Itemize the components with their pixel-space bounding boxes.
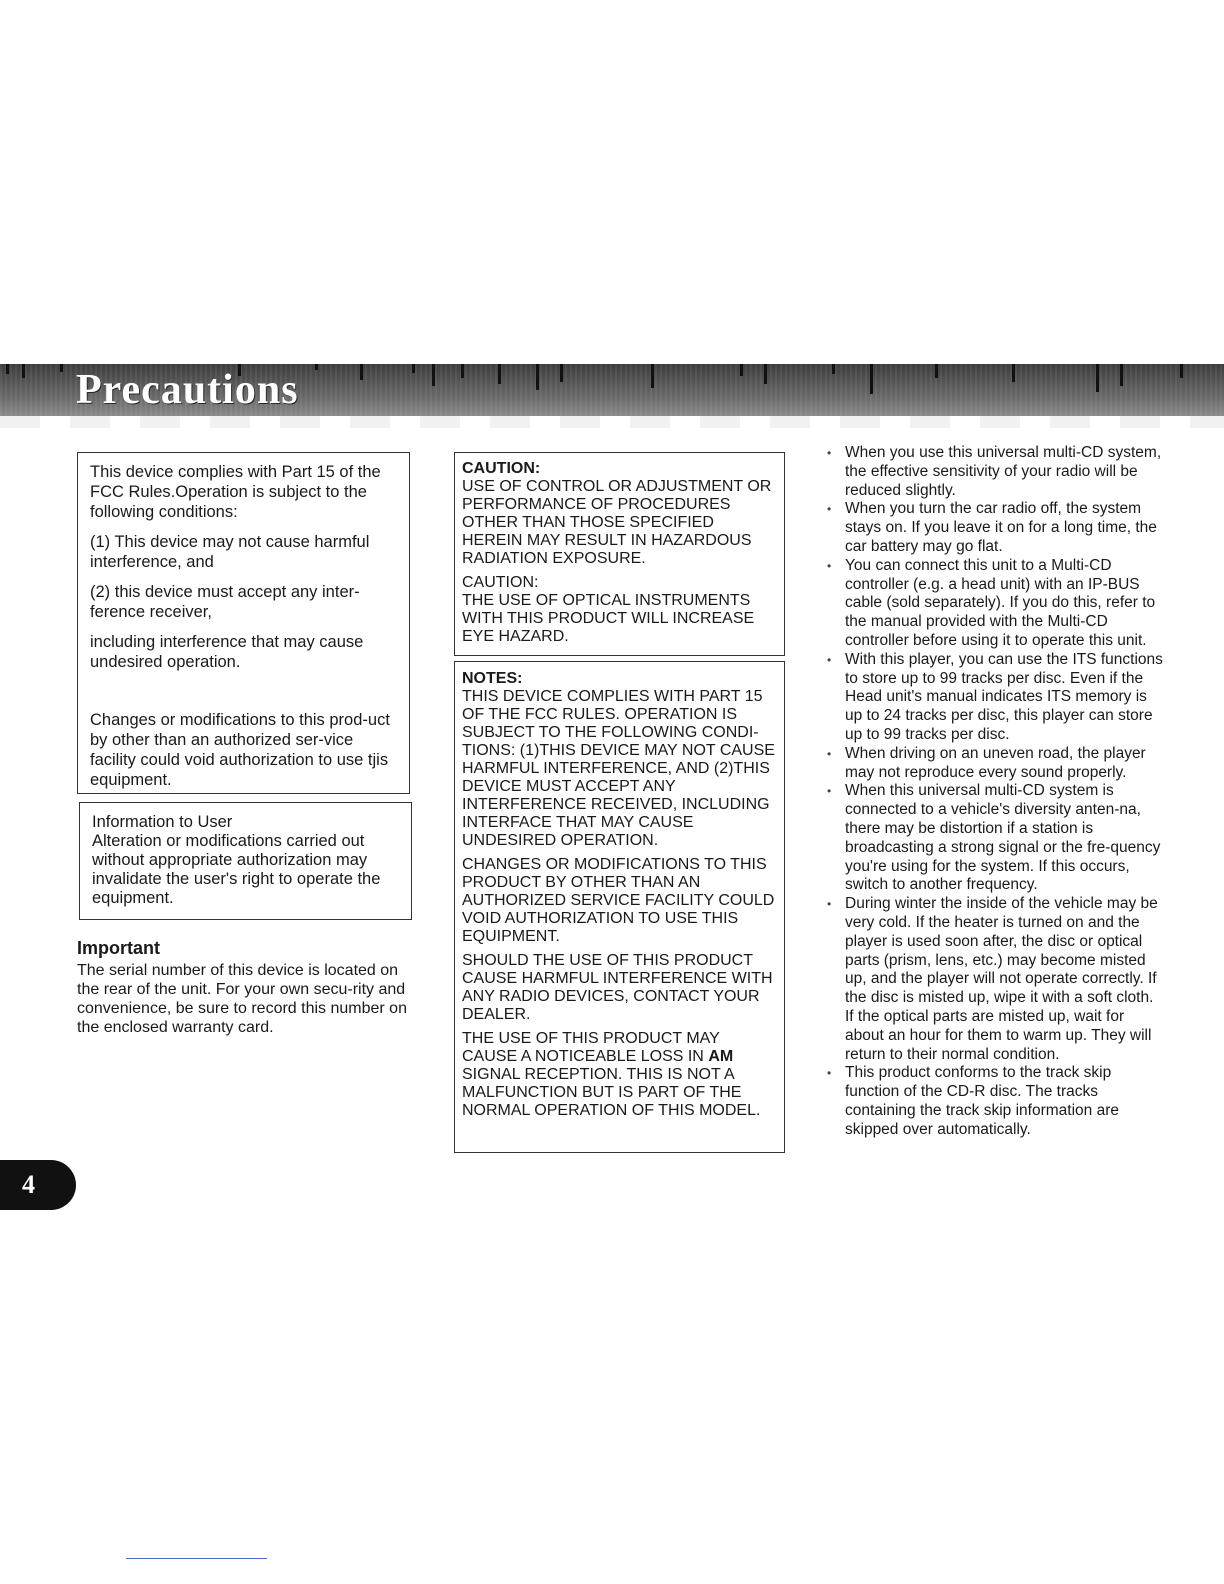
list-item: • When you use this universal multi-CD system, the effective sensitivity of your radio will be reduced slightly. <box>827 444 1162 499</box>
list-item: • You can connect this unit to a Multi-CD controller (e.g. a head unit) with an IP-BUS cable (sold separately). If you do this, refer to the manual provided with the Multi-CD controller before using it to operate this unit. <box>827 556 1156 649</box>
caution-heading: CAUTION: <box>462 574 539 591</box>
list-item: • When this universal multi-CD system is connected to a vehicle's diversity anten-na, there may be distortion if a station is broadcasting a strong signal or the fre-quency you're using for the system. If this occurs, switch to another frequency. <box>827 782 1161 894</box>
list-item: • This product conforms to the track skip function of the CD-R disc. The tracks containing the track skip information are skipped over automatically. <box>827 1064 1119 1138</box>
caution-text: THE USE OF OPTICAL INSTRUMENTS WITH THIS PRODUCT WILL INCREASE EYE HAZARD. <box>462 592 755 645</box>
notes-paragraph: SHOULD THE USE OF THIS PRODUCT CAUSE HARMFUL INTERFERENCE WITH ANY RADIO DEVICES, CONTACT YOUR DEALER. <box>462 952 773 1023</box>
notes-paragraph: CHANGES OR MODIFICATIONS TO THIS PRODUCT BY OTHER THAN AN AUTHORIZED SERVICE FACILITY COULD VOID AUTHORIZATION TO USE THIS EQUIPMENT. <box>462 856 775 945</box>
notes-text: SIGNAL RECEPTION. THIS IS NOT A MALFUNCTION BUT IS PART OF THE NORMAL OPERATION OF THIS MODEL. <box>462 1066 761 1119</box>
notes-text-bold: AM <box>708 1048 734 1065</box>
fcc-paragraph: including interference that may cause undesired operation. <box>90 633 364 671</box>
info-to-user-box <box>79 802 412 920</box>
banner-shadow <box>0 416 1224 428</box>
bullet-icon: • <box>827 746 832 761</box>
notes-paragraph <box>462 1030 777 1120</box>
list-item: • When you turn the car radio off, the system stays on. If you leave it on for a long time, the car battery may go flat. <box>827 500 1157 555</box>
bullet-icon: • <box>827 1066 832 1081</box>
page-title: Precautions <box>76 367 299 413</box>
fcc-notice-box <box>77 452 410 794</box>
info-body: Alteration or modifications carried out without appropriate authorization may invalidate the user's right to operate the equipment. <box>92 832 381 907</box>
fcc-paragraph: (1) This device may not cause harmful interference, and <box>90 533 370 571</box>
bullet-icon: • <box>827 502 832 517</box>
list-item: • When driving on an uneven road, the player may not reproduce every sound properly. <box>827 744 1146 781</box>
header-banner <box>0 364 1224 416</box>
notes-paragraph: THIS DEVICE COMPLIES WITH PART 15 OF THE FCC RULES. OPERATION IS SUBJECT TO THE FOLLOWING CONDI-TIONS: (1)THIS DEVICE MAY NOT CAUSE HARMFUL INTERFERENCE, AND (2)THIS DEVICE MUST ACCEPT ANY INTERFERENCE RECEIVED, INCLUDING INTERFACE THAT MAY CAUSE UNDESIRED OPERATION. <box>462 688 775 849</box>
bullet-icon: • <box>827 652 832 667</box>
fcc-paragraph: This device complies with Part 15 of the FCC Rules.Operation is subject to the following conditions: <box>90 463 381 521</box>
notes-heading: NOTES: <box>462 670 523 687</box>
bullet-icon: • <box>827 558 832 573</box>
caution-box <box>454 452 785 656</box>
list-item: • With this player, you can use the ITS functions to store up to 99 tracks per disc. Even if the Head unit's manual indicates ITS memory is up to 24 tracks per disc, this player can store up to 99 tracks per disc. <box>827 650 1163 743</box>
caution-heading: CAUTION: <box>462 460 541 477</box>
page-number-tab: 4 <box>0 1160 76 1210</box>
caution-text: USE OF CONTROL OR ADJUSTMENT OR PERFORMANCE OF PROCEDURES OTHER THAN THOSE SPECIFIED HEREIN MAY RESULT IN HAZARDOUS RADIATION EXPOSURE. <box>462 478 772 567</box>
fcc-paragraph: (2) this device must accept any inter-ference receiver, <box>90 583 360 621</box>
notes-text: THE USE OF THIS PRODUCT MAY CAUSE A NOTICEABLE LOSS IN <box>462 1030 720 1065</box>
bullet-icon: • <box>827 784 832 799</box>
bullet-icon: • <box>827 446 832 460</box>
footer-rule <box>126 1558 267 1559</box>
info-heading: Information to User <box>92 813 233 831</box>
important-heading: Important <box>77 938 160 958</box>
usage-notes-list <box>826 444 1166 1139</box>
bullet-icon: • <box>827 897 832 912</box>
list-item: • During winter the inside of the vehicle may be very cold. If the heater is turned on and the player is used soon after, the disc or optical parts (prism, lens, etc.) may become misted up, and the player will not operate correctly. If the disc is misted up, wipe it with a soft cloth. If the optical parts are misted up, wait for about an hour for them to warm up. They will return to their normal condition. <box>827 895 1158 1063</box>
important-body: The serial number of this device is located on the rear of the unit. For your own secu-rity and convenience, be sure to record this number on the enclosed warranty card. <box>77 962 407 1036</box>
fcc-paragraph: Changes or modifications to this prod-uct by other than an authorized ser-vice facility could void authorization to use tjis equipment. <box>90 711 390 789</box>
important-section <box>77 938 417 1037</box>
notes-box <box>454 661 785 1153</box>
